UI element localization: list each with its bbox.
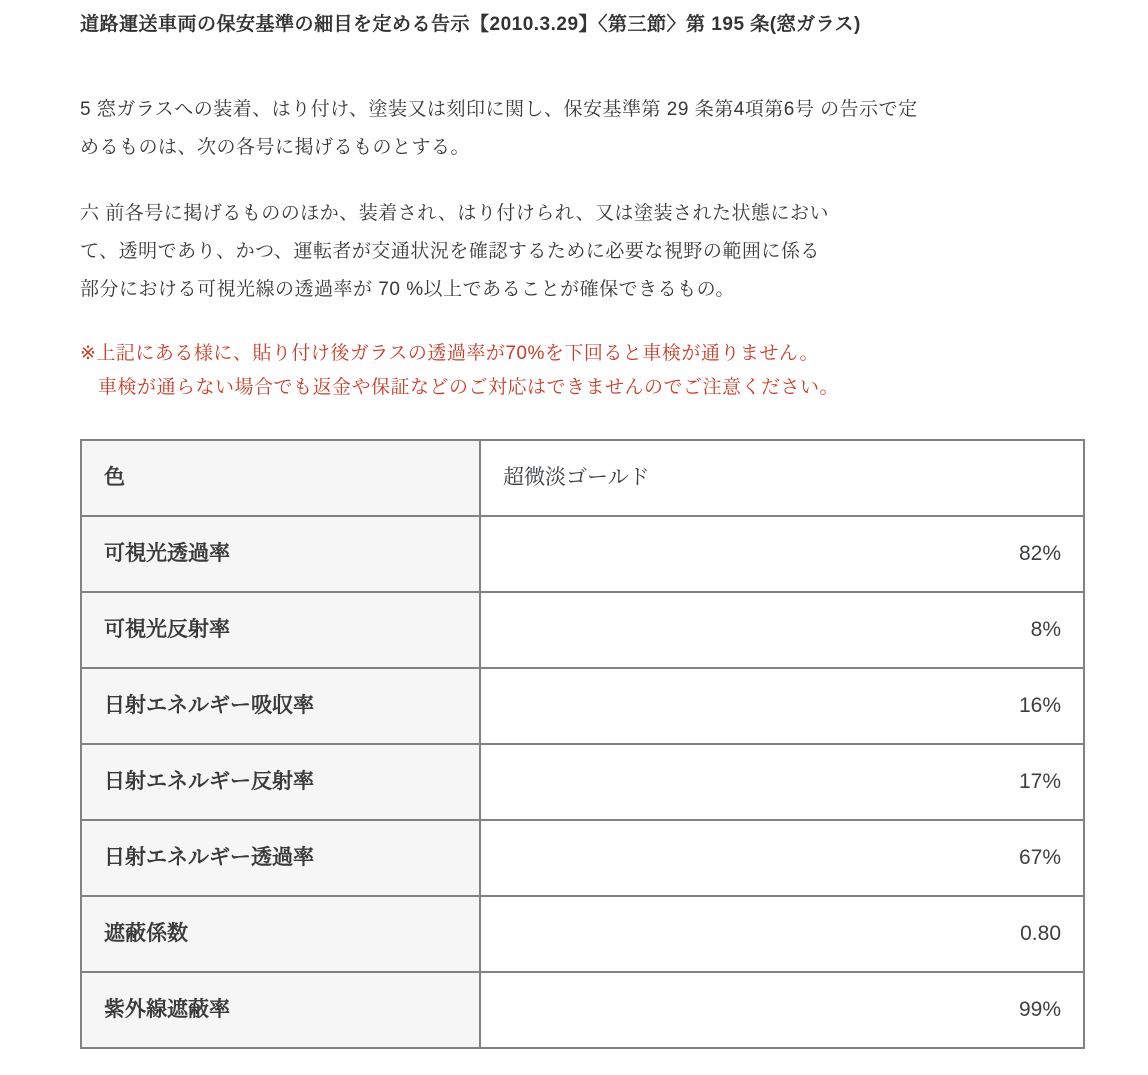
row-value: 99%	[480, 972, 1084, 1048]
page-title: 道路運送車両の保安基準の細目を定める告示【2010.3.29】〈第三節〉第 195 条(窓ガラス)	[80, 14, 861, 35]
text-line: ※上記にある様に、貼り付け後ガラスの透過率が70%を下回ると車検が通りません。	[80, 343, 820, 364]
row-label: 遮蔽係数	[81, 896, 480, 972]
row-value: 17%	[480, 744, 1084, 820]
spec-table	[80, 439, 1085, 1049]
row-value: 0.80	[480, 896, 1084, 972]
table-row	[81, 668, 1084, 744]
row-label: 紫外線遮蔽率	[81, 972, 480, 1048]
text-line: 部分における可視光線の透過率が 70 %以上であることが確保できるもの。	[80, 279, 735, 300]
text-line: て、透明であり、かつ、運転者が交通状況を確認するために必要な視野の範囲に係る	[80, 241, 820, 262]
table-row	[81, 516, 1084, 592]
row-value: 67%	[480, 820, 1084, 896]
table-row	[81, 972, 1084, 1048]
text-line: めるものは、次の各号に掲げるものとする。	[80, 137, 471, 158]
row-label: 可視光透過率	[81, 516, 480, 592]
row-value: 超微淡ゴールド	[480, 440, 1084, 516]
table-row	[81, 896, 1084, 972]
row-label: 日射エネルギー吸収率	[81, 668, 480, 744]
row-value: 82%	[480, 516, 1084, 592]
row-value: 8%	[480, 592, 1084, 668]
table-row	[81, 744, 1084, 820]
row-label: 日射エネルギー反射率	[81, 744, 480, 820]
row-value: 16%	[480, 668, 1084, 744]
table-row	[81, 440, 1084, 516]
warning-text	[80, 337, 1088, 405]
text-line: 5 窓ガラスへの装着、はり付け、塗装又は刻印に関し、保安基準第 29 条第4項第6号 の告示で定	[80, 99, 918, 120]
text-line: 六 前各号に掲げるもののほか、装着され、はり付けられ、又は塗装された状態におい	[80, 203, 830, 224]
row-label: 日射エネルギー透過率	[81, 820, 480, 896]
table-row	[81, 820, 1084, 896]
table-row	[81, 592, 1084, 668]
row-label: 可視光反射率	[81, 592, 480, 668]
paragraph-item-6	[80, 195, 1088, 309]
row-label: 色	[81, 440, 480, 516]
text-line: 車検が通らない場合でも返金や保証などのご対応はできませんのでご注意ください。	[98, 377, 840, 398]
paragraph-clause-5	[80, 91, 1088, 167]
